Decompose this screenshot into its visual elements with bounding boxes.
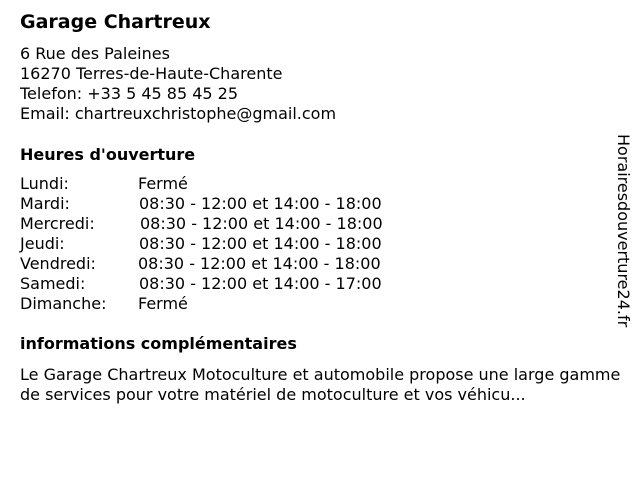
address-street: 6 Rue des Paleines [20,44,170,63]
hours-time: Fermé [138,294,188,313]
contact-block [20,44,336,124]
hours-day: Dimanche: [20,294,107,313]
business-name: Garage Chartreux [20,11,211,33]
hours-day: Samedi: [20,274,86,293]
phone-number[interactable]: Telefon: +33 5 45 85 45 25 [20,84,239,103]
hours-day: Vendredi: [20,254,96,273]
hours-day: Mardi: [20,194,70,213]
hours-day: Lundi: [20,174,69,193]
email-address[interactable]: Email: chartreuxchristophe@gmail.com [20,104,337,123]
hours-time: 08:30 - 12:00 et 14:00 - 18:00 [139,194,382,213]
address-city: 16270 Terres-de-Haute-Charente [20,64,283,83]
hours-day: Mercredi: [20,214,95,233]
opening-hours-heading: Heures d'ouverture [20,145,196,164]
hours-time: 08:30 - 12:00 et 14:00 - 18:00 [140,214,383,233]
additional-info-heading: informations complémentaires [20,334,297,353]
hours-day: Jeudi: [20,234,65,253]
hours-time: Fermé [138,174,188,193]
hours-time: 08:30 - 12:00 et 14:00 - 18:00 [139,234,382,253]
site-watermark: Horairesdouverture24.fr [614,134,633,328]
hours-time: 08:30 - 12:00 et 14:00 - 18:00 [138,254,381,273]
hours-time: 08:30 - 12:00 et 14:00 - 17:00 [139,274,382,293]
business-description: Le Garage Chartreux Motoculture et automobile propose une large gamme de services pour votre matériel de motoculture et vos véhicu... [20,365,621,404]
